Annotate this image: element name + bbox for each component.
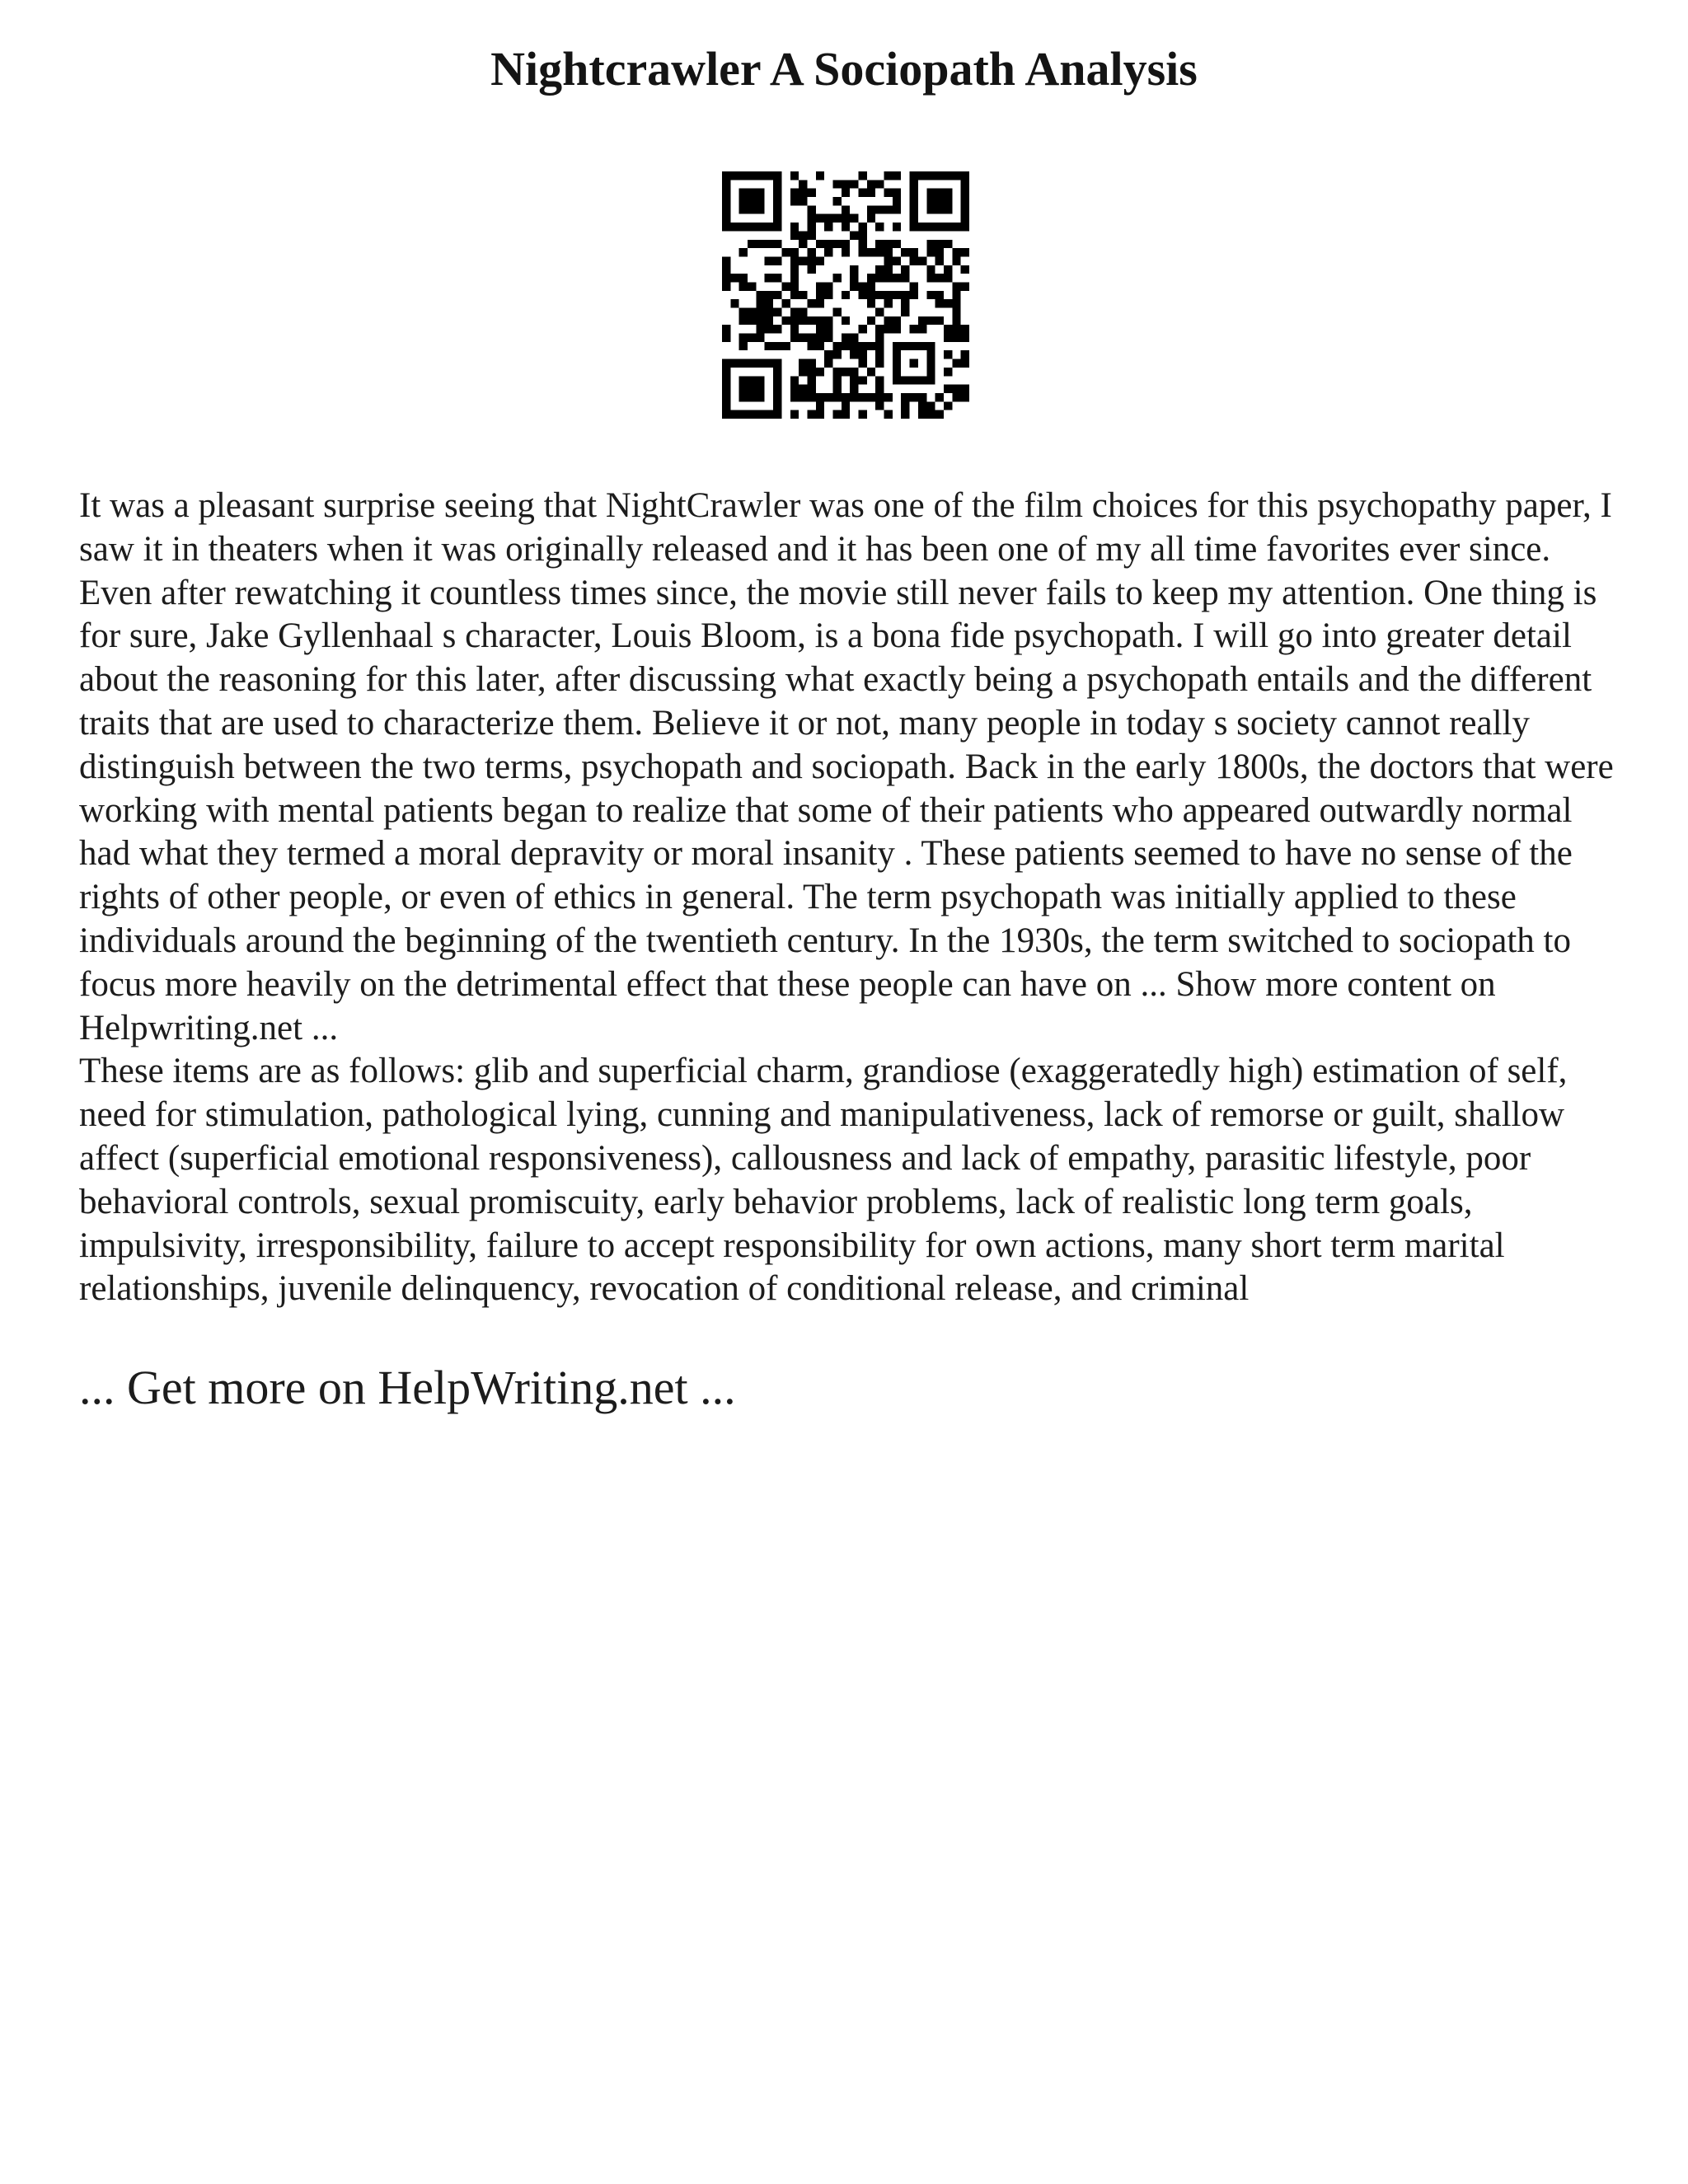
body-paragraph-2: These items are as follows: glib and superficial charm, grandiose (exaggeratedly high) estimation of self, need for stimulation, pathological lying, cunning and manipulativeness, lack of remorse or guilt, shallow affect (superficial emotional responsiveness), callousness and lack of empathy, parasitic lifestyle, poor behavioral controls, sexual promiscuity, early behavior problems, lack of realistic long term goals, impulsivity, irresponsibility, failure to accept responsibility for own actions, many short term marital relationships, juvenile delinquency, revocation of conditional release, and criminal — [79, 1052, 1568, 1309]
qr-code-icon — [722, 171, 969, 419]
article-body — [79, 485, 1620, 1311]
document-title: Nightcrawler A Sociopath Analysis — [490, 42, 1198, 96]
get-more-link[interactable]: ... Get more on HelpWriting.net ... — [79, 1361, 736, 1414]
qr-code-graphic — [722, 171, 969, 419]
body-paragraph-1: It was a pleasant surprise seeing that NightCrawler was one of the film choices for this psychopathy paper, I saw it in theaters when it was originally released and it has been one of my all time favorites ever since. Even after rewatching it countless times since, the movie still never fails to keep my attention. One thing is for sure, Jake Gyllenhaal s character, Louis Bloom, is a bona fide psychopath. I will go into greater detail about the reasoning for this later, after discussing what exactly being a psychopath entails and the different traits that are used to characterize them. Believe it or not, many people in today s society cannot really distinguish between the two terms, psychopath and sociopath. Back in the early 1800s, the doctors that were working with mental patients began to realize that some of their patients who appeared outwardly normal had what they termed a moral depravity or moral insanity . These patients seemed to have no sense of the rights of other people, or even of ethics in general. The term psychopath was initially applied to these individuals around the beginning of the twentieth century. In the 1930s, the term switched to sociopath to focus more heavily on the detrimental effect that these people can have on ... Show more content on Helpwriting.net ... — [79, 486, 1614, 1047]
